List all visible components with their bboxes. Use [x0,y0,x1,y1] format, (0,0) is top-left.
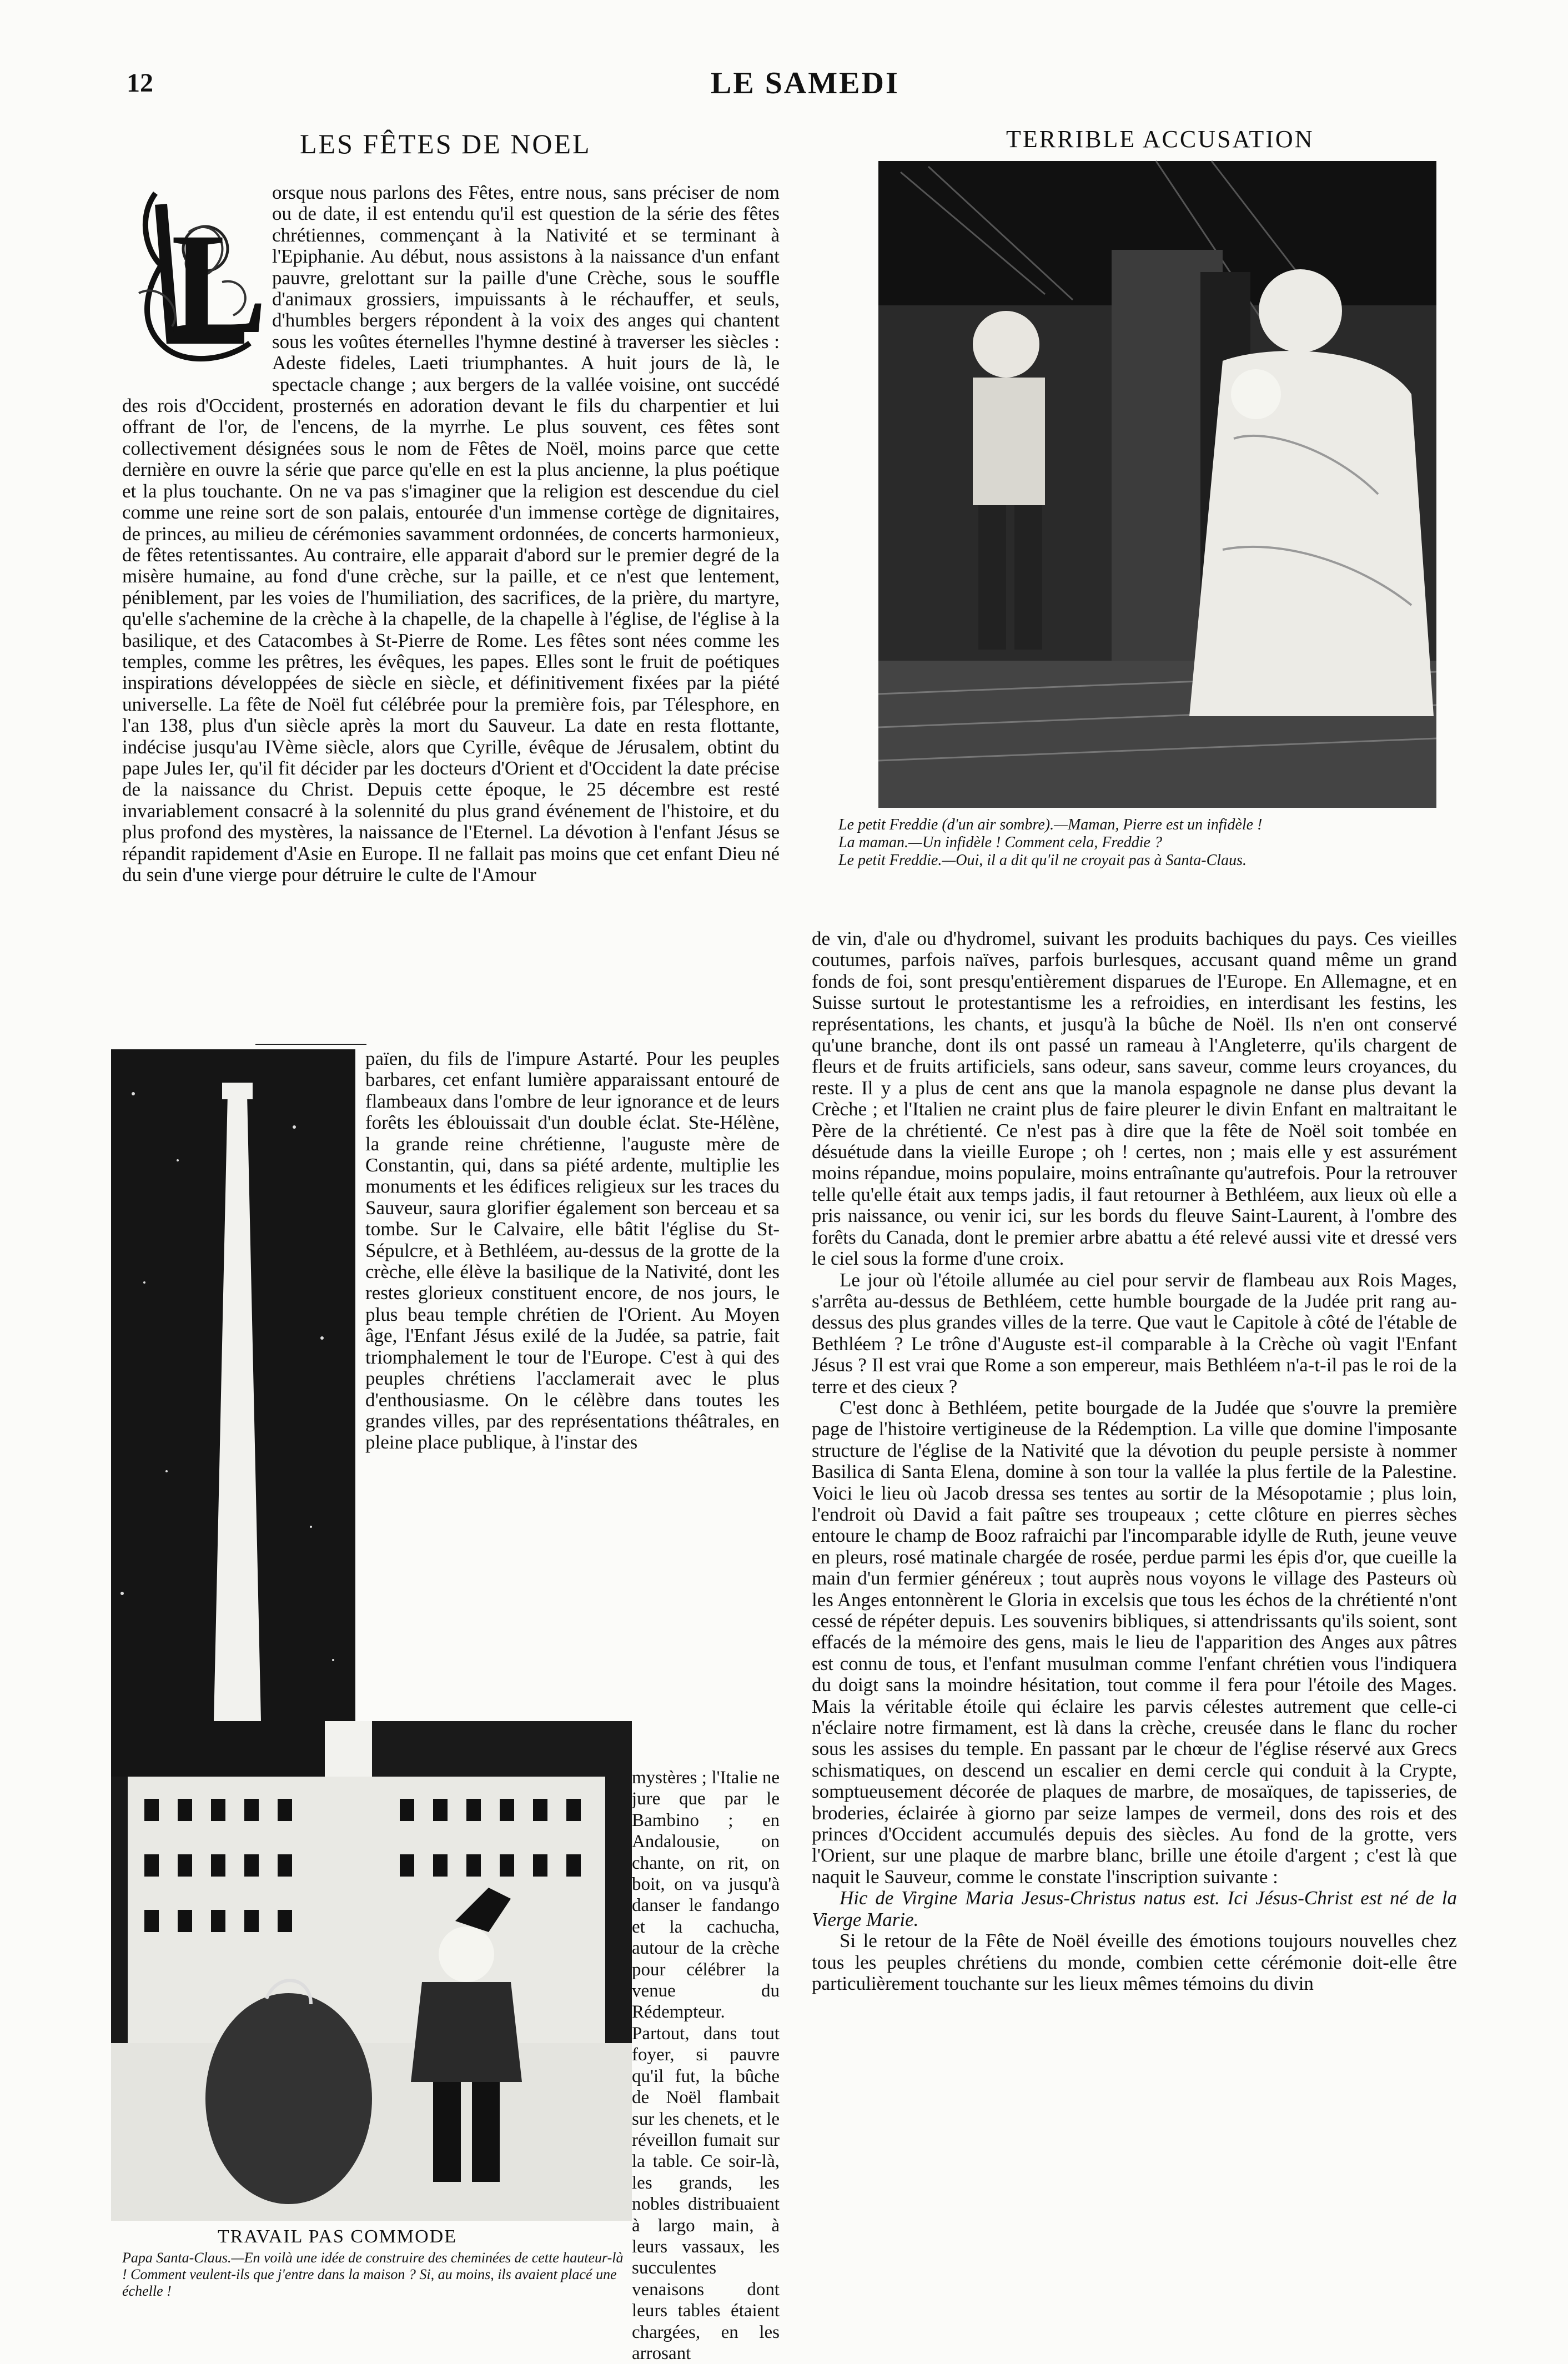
article-paragraph: orsque nous parlons des Fêtes, entre nous, sans préciser de nom ou de date, il est entendu qu'il est question de la série des fêtes chrétiennes, commençant à la Nativité et se terminant à l'Epiphanie. Au début, nous assistons à la naissance d'un enfant pauvre, grelottant sur la paille d'une Crèche, sous le souffle d'animaux grossiers, impuissants à le réchauffer, et seuls, d'humbles bergers répondent à la voix des anges qui chantent sous les voûtes éternelles l'hymne destiné à traverser les siècles : Adeste fideles, Laeti triumphantes. A huit jours de là, le spectacle change ; aux bergers de la vallée voisine, ont succédé des rois d'Occident, prosternés en adoration devant le fils du charpentier et lui offrant de l'or, de l'encens, de la myrrhe. Le plus souvent, ces fêtes sont collectivement désignées sous le nom de Fêtes de Noël, moins parce que cette dernière en ouvre la série que parce qu'elle en est la plus ancienne, la plus poétique et la plus touchante. On ne va pas s'imaginer que la religion est descendue du ciel comme une reine sort de son palais, entourée d'un immense cortège de dignitaires, de princes, au milieu de cérémonies savamment ordonnées, de concerts harmonieux, de fêtes retentissantes. Au contraire, elle apparait d'abord sur le premier degré de la misère humaine, au fond d'une crèche, sur la paille, et ce n'est que lentement, péniblement, par les voies de l'humiliation, des sacrifices, de la prière, du martyre, qu'elle s'achemine de la crèche à la chapelle, de la chapelle à l'église, de l'église à la basilique, et des Catacombes à St-Pierre de Rome. Les fêtes sont nées comme les temples, comme les prêtres, les évêques, les papes. Elles sont le fruit de poétiques inspirations développées de siècle en siècle, et définitivement fixées par la piété universelle. La fête de Noël fut célébrée pour la première fois, par Télesphore, en l'an 138, plus d'un siècle après la mort du Sauveur. La date en resta flottante, indécise jusqu'au IVème siècle, alors que Cyrille, évêque de Jérusalem, obtint du pape Jules Ier, qu'il fit décider par les docteurs d'Orient et d'Occident la date précise de la naissance du Christ. Depuis cette époque, le 25 décembre est resté invariablement consacré à la solennité du plus grand événement de l'histoire, et du plus profond des mystères, la naissance de l'Eternel. La dévotion à l'enfant Jésus se répandit rapidement d'Asie en Europe. Il ne fallait pas moins que cet enfant Dieu né du sein d'une vierge pour détruire le culte de l'Amour [122,182,780,886]
illustration-santa-claus [111,1721,632,2221]
illustration-mother-and-child [878,161,1436,808]
article-title: LES FÊTES DE NOEL [300,128,591,159]
caption-line: Le petit Freddie.—Oui, il a dit qu'il ne croyait pas à Santa-Claus. [838,852,1247,869]
cartoon-caption: Papa Santa-Claus.—En voilà une idée de construire des cheminées de cette hauteur-là ! Comment veulent-ils que j'entre dans la maison ? Si, au moins, ils avaient placé une échelle ! [122,2250,624,2299]
caption-line: La maman.—Un infidèle ! Comment cela, Freddie ? [838,834,1162,851]
illustration-title: TERRIBLE ACCUSATION [1006,125,1314,153]
article-column-1-narrow [632,1767,780,2363]
ornamental-dropcap [122,182,268,376]
dropcap-letter: L [171,204,268,364]
article-column-1-middle [365,1048,780,1767]
latin-inscription: Hic de Virgine Maria Jesus-Christus natus est. Ici Jésus-Christ est né de la Vierge Marie. [812,1887,1457,1930]
article-column-2 [812,928,1457,2283]
cartoon-title: TRAVAIL PAS COMMODE [218,2226,457,2247]
article-paragraph: Si le retour de la Fête de Noël éveille des émotions toujours nouvelles chez tous les peuples chrétiens du monde, combien cette cérémonie doit-elle être particulièrement touchante sur les lieux mêmes témoins du divin [812,1930,1457,1994]
article-paragraph: C'est donc à Bethléem, petite bourgade de la Judée que s'ouvre la première page de l'histoire vertigineuse de la Rédemption. La ville que domine l'imposante structure de l'église de la Nativité que la dévotion du peuple persiste à nommer Basilica di Santa Elena, domine à son tour la vallée la plus fertile de la Palestine. Voici le lieu où Jacob dressa ses tentes au sortir de la Mésopotamie ; plus loin, l'endroit où David a fait paître ses troupeaux ; cette clôture en pierres sèches entoure le champ de Booz rafraichi par l'incomparable idylle de Ruth, jeune veuve en pleurs, rosé matinale chargée de rosée, perdue parmi les épis d'or, que cueille la main d'un fermier généreux ; tout auprès nous voyons le village des Pasteurs où les Anges entonnèrent le Gloria in excelsis que tous les échos de la chrétienté n'ont cessé de répéter depuis. Les souvenirs bibliques, si attendrissants qu'ils soient, sont effacés de la mémoire des gens, mais le lieu de l'apparition des Anges aux pâtres est connu de tous, et l'enfant musulman comme l'enfant chrétien vous l'indiquera du doigt sans la moindre hésitation, tout comme il fera pour l'étoile des Mages. Mais la véritable étoile qui éclaire les parvis célestes autrement que celle-ci n'éclaire notre firmament, est là dans la crèche, creusée dans le flanc du rocher sous les assises du temple. En passant par le chœur de l'église réservé aux Grecs schismatiques, on descend un escalier en demi cercle qui conduit à la Crypte, somptueusement décorée de plaques de marbre, de mosaïques, de tapisseries, de broderies, éclairée à giorno par seize lampes de vermeil, dons des rois et des princes d'Occident accumulés depuis des siècles. Au fond de la grotte, vers l'Orient, sur une plaque de marbre blanc, brille une étoile d'argent ; c'est là que naquit le Sauveur, comme le constate l'inscription suivante : [812,1396,1457,1888]
article-paragraph: mystères ; l'Italie ne jure que par le Bambino ; en Andalousie, on chante, on rit, on boit, on va jusqu'à danser le fandango et la cachucha, autour de la crèche pour célébrer la venue du Rédempteur. Partout, dans tout foyer, si pauvre qu'il fut, la bûche de Noël flambait sur les chenets, et le réveillon fumait sur la table. Ce soir-là, les grands, les nobles distribuaient à largo main, à leurs vassaux, les succulentes venaisons dont leurs tables étaient chargées, en les arrosant [632,1768,780,2363]
article-paragraph: païen, du fils de l'impure Astarté. Pour les peuples barbares, cet enfant lumière apparaissant entouré de flambeaux dans l'ombre de leur ignorance et de leurs forêts les éblouissait d'un double éclat. Ste-Hélène, la grande reine chrétienne, l'auguste mère de Constantin, qui, dans sa piété ardente, multiplie les monuments et les édifices religieux sur les traces du Sauveur, saura glorifier également son berceau et sa tombe. Sur le Calvaire, elle bâtit l'église du St-Sépulcre, et à Bethléem, au-dessus de la grotte de la crèche, elle élève la basilique de la Nativité, dont les restes glorieux constituent encore, de nos jours, le plus beau temple chrétien de l'Orient. Au Moyen âge, l'Enfant Jésus exilé de la Judée, sa patrie, fait triomphalement le tour de l'Europe. C'est à qui des peuples chrétiens l'acclamerait avec le plus d'enthousiasme. On le célèbre dans toutes les grandes villes, par des représentations théâtrales, en pleine place publique, à l'instar des [365,1048,780,1453]
illustration-chimney-sky [111,1049,355,1721]
caption-line: Le petit Freddie (d'un air sombre).—Maman, Pierre est un infidèle ! [838,816,1263,833]
magazine-title: LE SAMEDI [711,66,899,100]
page-number: 12 [127,68,153,98]
article-column-1 [122,182,780,1048]
illustration-caption [838,816,1449,869]
article-paragraph: Le jour où l'étoile allumée au ciel pour servir de flambeau aux Rois Mages, s'arrêta au-dessus de Bethléem, cette humble bourgade de la Judée prit rang au-dessus des plus grandes villes de la terre. Que vaut le Capitole à côté de l'étable de Bethléem ? Le trône d'Auguste est-il comparable à la Crèche où vagit l'Enfant Jésus ? Il est vrai que Rome a son empereur, mais Bethléem n'a-t-il pas le roi de la terre et des cieux ? [812,1269,1457,1397]
article-paragraph: de vin, d'ale ou d'hydromel, suivant les produits bachiques du pays. Ces vieilles coutumes, parfois naïves, parfois burlesques, accusant quand même un grand fonds de foi, sont presqu'entièrement disparues de l'Europe. En Allemagne, et en Suisse surtout le protestantisme les a refroidies, en interdisant les festins, les représentations, les chants, et jusqu'à la bûche de Noël. Ils n'en ont conservé qu'une branche, dont ils ont passé un rameau à l'Angleterre, qu'ils chargent de fleurs et de fruits artificiels, sans odeur, sans saveur, comme leurs croyances, du reste. Il y a plus de cent ans que la manola espagnole ne danse plus devant la Crèche ; et l'Italien ne craint plus de faire pleurer le divin Enfant en maltraitant le Père de la chrétienté. Ce n'est pas à dire que la fête de Noël soit tombée en désuétude dans la vieille Europe ; oh ! certes, non ; mais elle y est assurément moins répandue, moins populaire, moins entraînante qu'autrefois. Pour la retrouver telle qu'elle était aux temps jadis, il faut retourner à Bethléem, aux lieux où elle a pris naissance, ou venir ici, sur les bords du fleuve Saint-Laurent, à l'ombre des forêts du Canada, dont le premier arbre abattu a été relevé aussi vite et dressé vers le ciel sous la forme d'une croix. [812,928,1457,1270]
divider [255,1044,366,1045]
